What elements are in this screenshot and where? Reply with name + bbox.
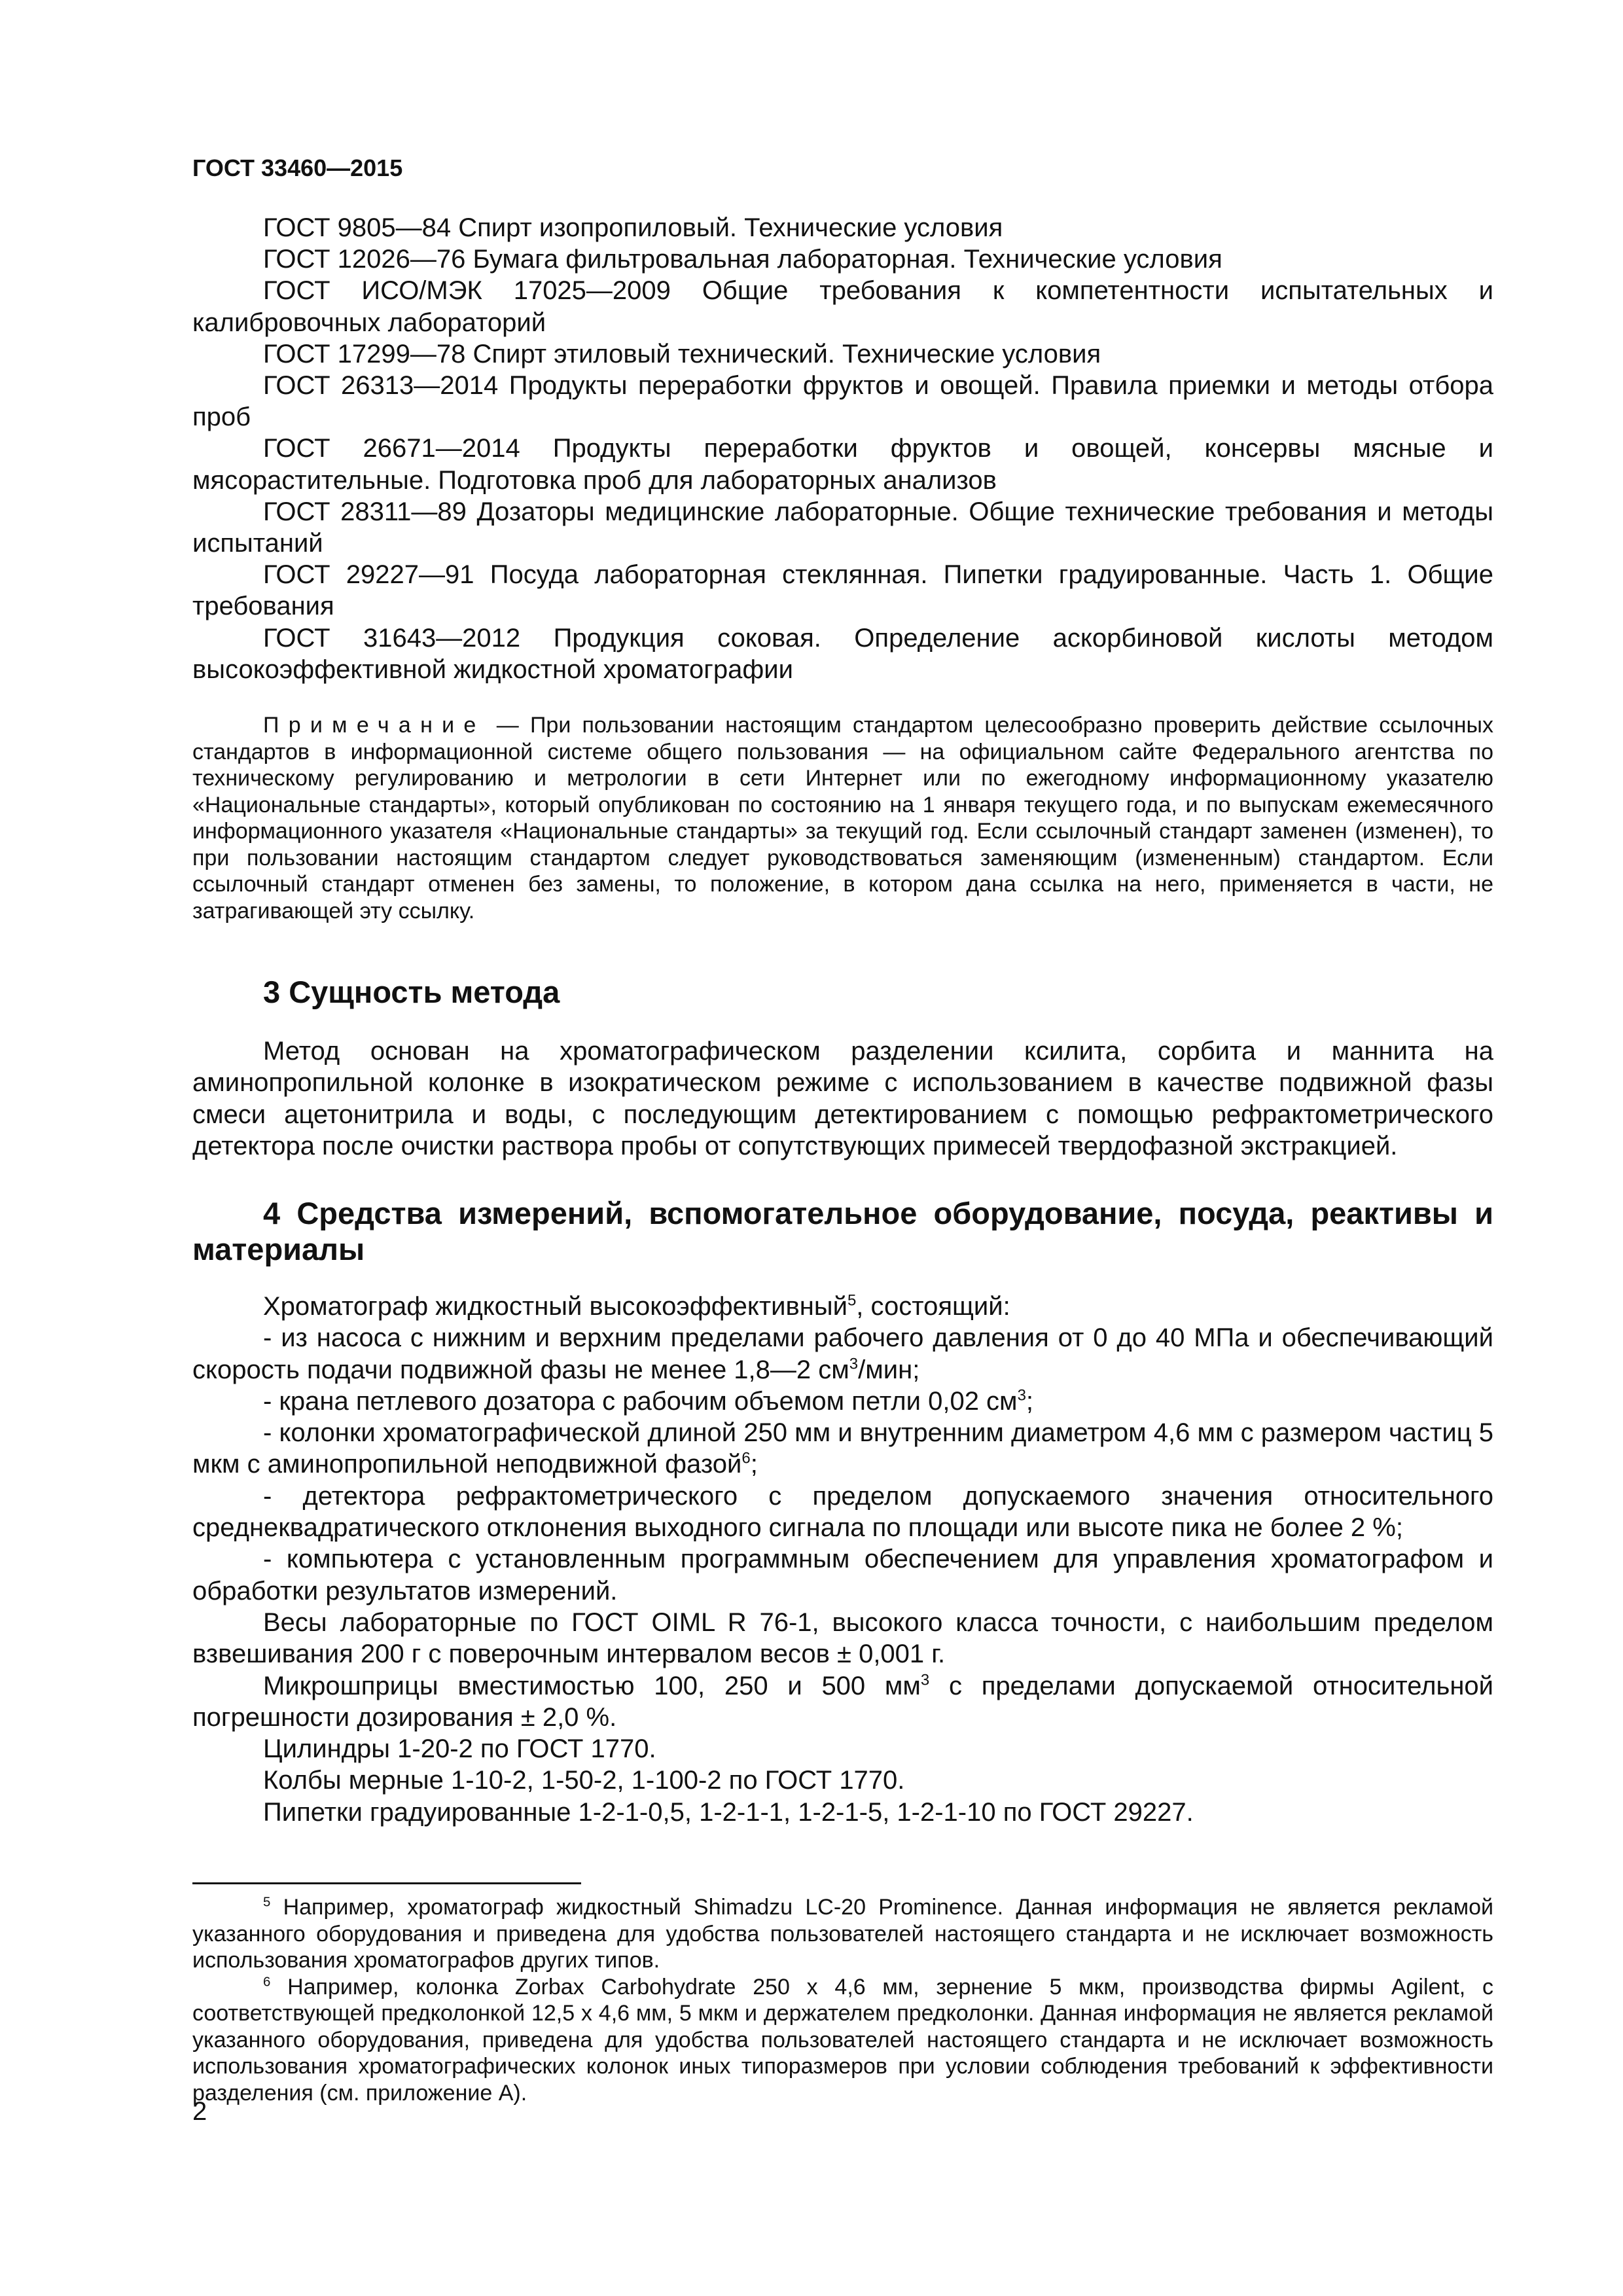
chromatograph-line: Хроматограф жидкостный высокоэффективный$^5$, состоящий:: [263, 1291, 1010, 1321]
cylinders-line: Цилиндры 1-20-2 по ГОСТ 1770.: [263, 1734, 656, 1764]
injector-line: - крана петлевого дозатора с рабочим объемом петли 0,02 $см^3$;: [263, 1386, 1034, 1416]
section-4-body: [192, 1291, 1493, 1828]
pump-line: - из насоса с нижним и верхним пределами рабочего давления от 0 до 40 МПа и обеспечивающий скорость подачи подвижной фазы не менее 1,8—2 $см^3$/мин;: [192, 1323, 1493, 1384]
reference-item: ГОСТ 26671—2014 Продукты переработки фруктов и овощей, консервы мясные и мясорастительные. Подготовка проб для лабораторных анализов: [192, 434, 1493, 495]
section-3-paragraph: Метод основан на хроматографическом разделении ксилита, сорбита и маннита на аминопропильной колонке в изократическом режиме с использованием в качестве подвижной фазы смеси ацетонитрила и воды, с последующим детектированием с помощью рефрактометрического детектора после очистки раствора пробы от сопутствующих примесей твердофазной экстракцией.: [192, 1037, 1493, 1160]
footnote-divider: [192, 1882, 581, 1884]
footnote-5: $^5$ Например, хроматограф жидкостный Shimadzu LC-20 Prominence. Данная информация не является рекламой указанного оборудования и приведена для удобства пользователей настоящего стандарта и не исключает возможность использования хроматографов других типов.: [192, 1895, 1493, 1973]
section-3-body: [192, 1035, 1493, 1162]
reference-item: ГОСТ 31643—2012 Продукция соковая. Определение аскорбиновой кислоты методом высокоэффективной жидкостной хроматографии: [192, 623, 1493, 684]
syringes-line: Микрошприцы вместимостью 100, 250 и 500 $мм^3$ с пределами допускаемой относительной погрешности дозирования ± 2,0 %.: [192, 1671, 1493, 1732]
reference-item: ГОСТ 28311—89 Дозаторы медицинские лабораторные. Общие технические требования и методы испытаний: [192, 497, 1493, 558]
note-block: [192, 712, 1493, 924]
pipettes-line: Пипетки градуированные 1-2-1-0,5, 1-2-1-1, 1-2-1-5, 1-2-1-10 по ГОСТ 29227.: [263, 1797, 1194, 1827]
computer-line: - компьютера с установленным программным обеспечением для управления хроматографом и обработки результатов измерений.: [192, 1545, 1493, 1605]
note-label: Примечание: [263, 713, 486, 738]
balance-line: Весы лабораторные по ГОСТ OIML R 76-1, высокого класса точности, с наибольшим пределом взвешивания 200 г с поверочным интервалом весов ± 0,001 г.: [192, 1607, 1493, 1669]
reference-item: ГОСТ 26313—2014 Продукты переработки фруктов и овощей. Правила приемки и методы отбора проб: [192, 371, 1493, 432]
footnote-ref-6[interactable]: 6: [741, 1450, 751, 1468]
reference-item: ГОСТ ИСО/МЭК 17025—2009 Общие требования к компетентности испытательных и калибровочных лабораторий: [192, 276, 1493, 337]
document-header: ГОСТ 33460—2015: [192, 154, 403, 181]
reference-item: ГОСТ 29227—91 Посуда лабораторная стеклянная. Пипетки градуированные. Часть 1. Общие требования: [192, 560, 1493, 621]
footnote-ref-5[interactable]: 5: [847, 1291, 857, 1310]
normative-references-list: [192, 212, 1493, 685]
reference-item: ГОСТ 9805—84 Спирт изопропиловый. Технические условия: [263, 213, 1003, 242]
footnotes-block: [192, 1894, 1493, 2106]
detector-line: - детектора рефрактометрического с пределом допускаемого значения относительного среднеквадратического отклонения выходного сигнала по площади или высоте пика не более 2 %;: [192, 1481, 1493, 1543]
reference-item: ГОСТ 12026—76 Бумага фильтровальная лабораторная. Технические условия: [263, 245, 1222, 274]
column-line: - колонки хроматографической длиной 250 мм и внутренним диаметром 4,6 мм с размером частиц 5 мкм с аминопропильной неподвижной фазой$^6$;: [192, 1418, 1493, 1479]
flasks-line: Колбы мерные 1-10-2, 1-50-2, 1-100-2 по ГОСТ 1770.: [263, 1766, 905, 1795]
reference-item: ГОСТ 17299—78 Спирт этиловый технический. Технические условия: [263, 339, 1101, 368]
section-4-heading: 4 Средства измерений, вспомогательное оборудование, посуда, реактивы и материалы: [192, 1196, 1493, 1266]
footnote-6: $^6$ Например, колонка Zorbax Carbohydrate 250 x 4,6 мм, зернение 5 мкм, производства фирмы Agilent, с соответствующей предколонкой 12,5 x 4,6 мм, 5 мкм и держателем предколонки. Данная информация не является рекламой указанного оборудования, приведена для удобства пользователей настоящего стандарта и не исключает возможность использования хроматографических колонок иных типоразмеров при условии соблюдения требований к эффективности разделения (см. приложение А).: [192, 1974, 1493, 2106]
page-number: 2: [192, 2097, 207, 2126]
note-paragraph: [192, 712, 1493, 924]
note-text: — При пользовании настоящим стандартом целесообразно проверить действие ссылочных стандартов в информационной системе общего пользования — на официальном сайте Федерального агентства по техническому регулированию и метрологии в сети Интернет или по ежегодному информационному указателю «Национальные стандарты», который опубликован по состоянию на 1 января текущего года, и по выпускам ежемесячного информационного указателя «Национальные стандарты» за текущий год. Если ссылочный стандарт заменен (изменен), то при пользовании настоящим стандартом следует руководствоваться заменяющим (измененным) стандартом. Если ссылочный стандарт отменен без замены, то положение, в котором дана ссылка на него, применяется в части, не затрагивающей эту ссылку.: [192, 713, 1493, 924]
section-3-heading: 3 Сущность метода: [263, 975, 560, 1009]
